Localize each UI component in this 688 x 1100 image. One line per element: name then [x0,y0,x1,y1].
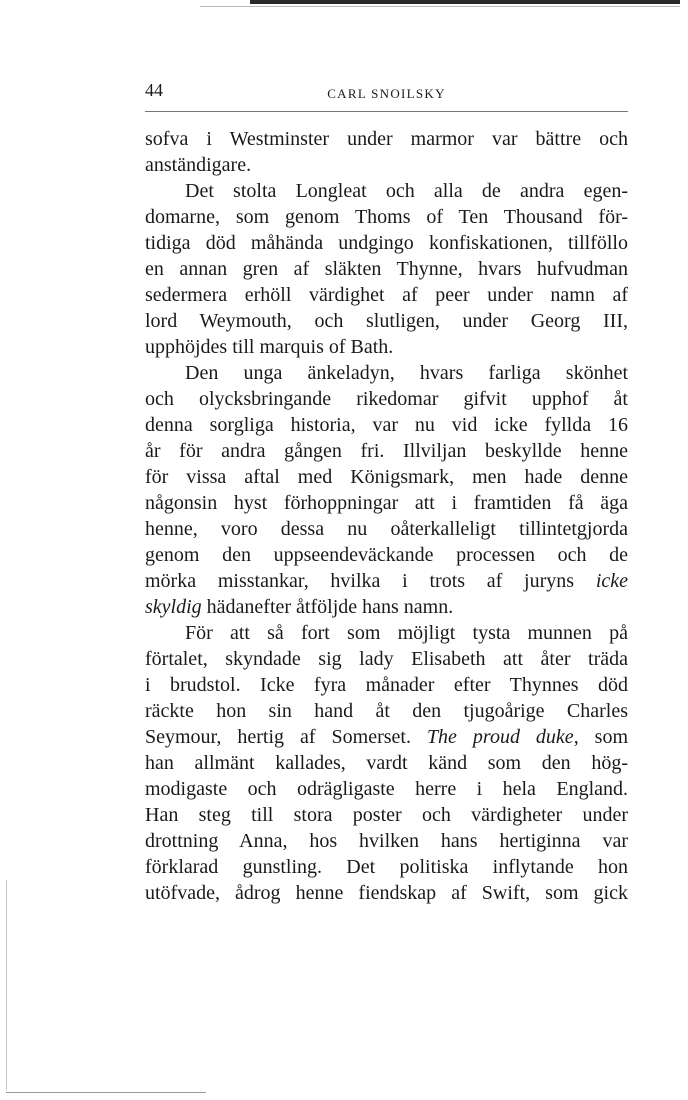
text-fragment: , som [573,726,628,748]
text-line: modigaste och odrägligaste herre i hela England. [145,778,628,800]
text-line: en annan gren af släkten Thynne, hvars hufvudman [145,258,628,280]
page-header [145,80,628,104]
text-line [145,594,628,620]
page-left-edge [6,880,7,1090]
text-line: han allmänt kallades, vardt känd som den hög- [145,752,628,774]
text-line: henne, voro dessa nu oåterkalleligt tillintetgjorda [145,518,628,540]
header-rule [145,111,628,112]
text-line: genom den uppseendeväckande processen och de [145,544,628,566]
text-line: anständigare. [145,154,252,176]
text-line: upphöjdes till marquis of Bath. [145,336,394,358]
text-line: domarne, som genom Thoms of Ten Thousand för- [145,206,628,228]
text-line: år för andra gången fri. Illviljan beskyllde henne [145,440,628,462]
text-fragment: mörka misstankar, hvilka i trots af juryns [145,570,596,592]
text-line: räckte hon sin hand åt den tjugoårige Charles [145,700,628,722]
text-line: för vissa aftal med Königsmark, men hade denne [145,466,628,488]
text-line: sedermera erhöll värdighet af peer under namn af [145,284,628,306]
text-line: Det stolta Longleat och alla de andra egen- [185,180,628,202]
text-line: lord Weymouth, och slutligen, under Georg III, [145,310,628,332]
text-line: och olycksbringande rikedomar gifvit upphof åt [145,388,628,410]
text-line: förklarad gunstling. Det politiska inflytande hon [145,856,628,878]
text-line: drottning Anna, hos hvilken hans hertiginna var [145,830,628,852]
text-line: i brudstol. Icke fyra månader efter Thynnes död [145,674,628,696]
top-edge-hairline [200,6,680,7]
text-line: Den unga änkeladyn, hvars farliga skönhet [185,362,628,384]
text-line: förtalet, skyndade sig lady Elisabeth att åter träda [145,648,628,670]
italic-text-fragment: The proud duke [426,726,574,748]
italic-text-fragment: skyldig [145,596,202,618]
text-line: Han steg till stora poster och värdigheter under [145,804,628,826]
text-line: tidiga död måhända undgingo konfiskationen, tillföllo [145,232,628,254]
page-bottom-edge [6,1092,206,1093]
running-head: CARL SNOILSKY [327,86,446,101]
page-number: 44 [145,80,163,100]
text-line [145,568,628,594]
text-line: sofva i Westminster under marmor var bättre och [145,128,628,150]
text-line: denna sorgliga historia, var nu vid icke fyllda 16 [145,414,628,436]
text-line: För att så fort som möjligt tysta munnen på [185,622,628,644]
italic-text-fragment: icke [595,570,628,592]
body-text [145,126,628,906]
text-fragment: hädanefter åtföljde hans namn. [201,596,454,618]
text-line: någonsin hyst förhoppningar att i framtiden få äga [145,492,628,514]
text-fragment: Seymour, hertig af Somerset. [145,726,427,748]
text-line: utöfvade, ådrog henne fiendskap af Swift, som gick [145,882,628,904]
text-line [145,724,628,750]
top-edge-rule [250,0,680,4]
